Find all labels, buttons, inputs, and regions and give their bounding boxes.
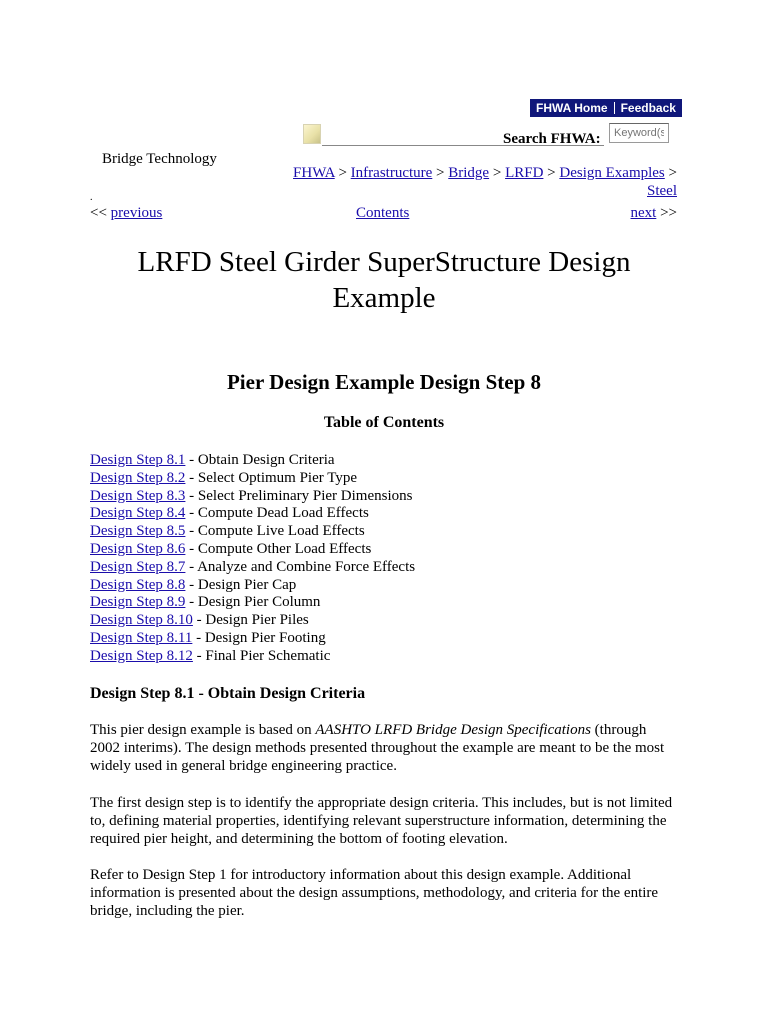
toc-item	[90, 488, 415, 506]
breadcrumb	[280, 164, 677, 200]
toc-link[interactable]: Design Step 8.11	[90, 629, 193, 646]
toc-item	[90, 648, 415, 666]
toc-link[interactable]: Design Step 8.8	[90, 576, 186, 593]
site-name: Bridge Technology	[102, 151, 217, 167]
toc-link[interactable]: Design Step 8.4	[90, 505, 186, 522]
next-link[interactable]: next	[630, 205, 657, 221]
breadcrumb-infrastructure[interactable]: Infrastructure	[350, 165, 433, 181]
feedback-link[interactable]: Feedback	[620, 101, 676, 115]
breadcrumb-separator: >	[543, 165, 560, 181]
page-title: LRFD Steel Girder SuperStructure Design Example	[137, 246, 631, 314]
toc-item	[90, 452, 415, 470]
toc-link[interactable]: Design Step 8.5	[90, 523, 186, 540]
breadcrumb-fhwa[interactable]: FHWA	[293, 165, 335, 181]
nav-next	[631, 205, 678, 222]
toc-item-text: - Select Preliminary Pier Dimensions	[185, 487, 413, 504]
table-of-contents	[90, 452, 415, 666]
nav-next-suffix: >>	[656, 205, 677, 221]
toc-link[interactable]: Design Step 8.12	[90, 647, 193, 664]
toc-link[interactable]: Design Step 8.9	[90, 594, 186, 611]
breadcrumb-lrfd[interactable]: LRFD	[505, 165, 544, 181]
contents-link[interactable]: Contents	[356, 205, 410, 221]
toc-link[interactable]: Design Step 8.3	[90, 487, 186, 504]
toc-link[interactable]: Design Step 8.2	[90, 469, 186, 486]
paragraph-2: The first design step is to identify the appropriate design criteria. This includes, but is not limited to, defining material properties, identifying relevant superstructure information, determining the required pier height, and determining the bottom of footing elevation.	[90, 795, 673, 847]
toc-link[interactable]: Design Step 8.1	[90, 452, 186, 468]
top-nav-bar	[530, 99, 682, 117]
toc-item-text: - Design Pier Piles	[192, 612, 309, 629]
toc-link[interactable]: Design Step 8.6	[90, 540, 186, 557]
nav-contents	[356, 205, 409, 222]
toc-item	[90, 594, 415, 612]
paragraph-3: Refer to Design Step 1 for introductory information about this design example. Additional information is presented about the design assumptions, methodology, and criteria for the entire bridge, including the pier.	[90, 867, 659, 919]
page-subtitle: Pier Design Example Design Step 8	[226, 370, 542, 394]
paragraph-1-before: This pier design example is based on	[90, 722, 316, 738]
toc-item-text: - Design Pier Footing	[192, 629, 326, 646]
section-heading: Design Step 8.1 - Obtain Design Criteria	[90, 685, 366, 702]
toc-item-text: - Obtain Design Criteria	[185, 452, 335, 468]
search-input[interactable]	[609, 123, 669, 143]
stray-dot: .	[90, 192, 93, 203]
toc-item-text: - Analyze and Combine Force Effects	[185, 558, 416, 575]
toc-item-text: - Compute Live Load Effects	[185, 523, 365, 540]
breadcrumb-separator: >	[489, 165, 506, 181]
toc-item	[90, 523, 415, 541]
breadcrumb-separator: >	[334, 165, 351, 181]
paragraph-1-after: (through 2002 interims). The design methods presented throughout the example are meant to be the most widely used in general bridge engineering practice.	[90, 722, 665, 774]
toc-item-text: - Select Optimum Pier Type	[185, 469, 357, 486]
toc-item	[90, 612, 415, 630]
search-label: Search FHWA:	[503, 131, 601, 147]
toc-item	[90, 505, 415, 523]
previous-link[interactable]: previous	[110, 205, 163, 221]
fhwa-home-link[interactable]: FHWA Home	[536, 101, 608, 115]
toc-item-text: - Final Pier Schematic	[192, 647, 331, 664]
paragraph-1	[90, 721, 680, 775]
breadcrumb-separator: >	[664, 165, 677, 181]
page-corner-icon	[303, 124, 321, 144]
toc-item-text: - Compute Other Load Effects	[185, 540, 372, 557]
breadcrumb-steel[interactable]: Steel	[647, 183, 677, 199]
toc-link[interactable]: Design Step 8.7	[90, 558, 186, 575]
toc-item	[90, 541, 415, 559]
toc-item	[90, 577, 415, 595]
breadcrumb-bridge[interactable]: Bridge	[448, 165, 490, 181]
toc-item	[90, 559, 415, 577]
nav-previous-prefix: <<	[90, 205, 111, 221]
toc-item-text: - Design Pier Cap	[185, 576, 297, 593]
toc-item	[90, 630, 415, 648]
toc-item	[90, 470, 415, 488]
toc-item-text: - Compute Dead Load Effects	[185, 505, 369, 522]
toc-link[interactable]: Design Step 8.10	[90, 612, 193, 629]
breadcrumb-design-examples[interactable]: Design Examples	[559, 165, 665, 181]
toc-heading: Table of Contents	[323, 414, 445, 431]
spec-title: AASHTO LRFD Bridge Design Specifications	[315, 722, 591, 738]
breadcrumb-separator: >	[432, 165, 449, 181]
nav-previous	[90, 205, 162, 222]
toc-item-text: - Design Pier Column	[185, 594, 321, 611]
